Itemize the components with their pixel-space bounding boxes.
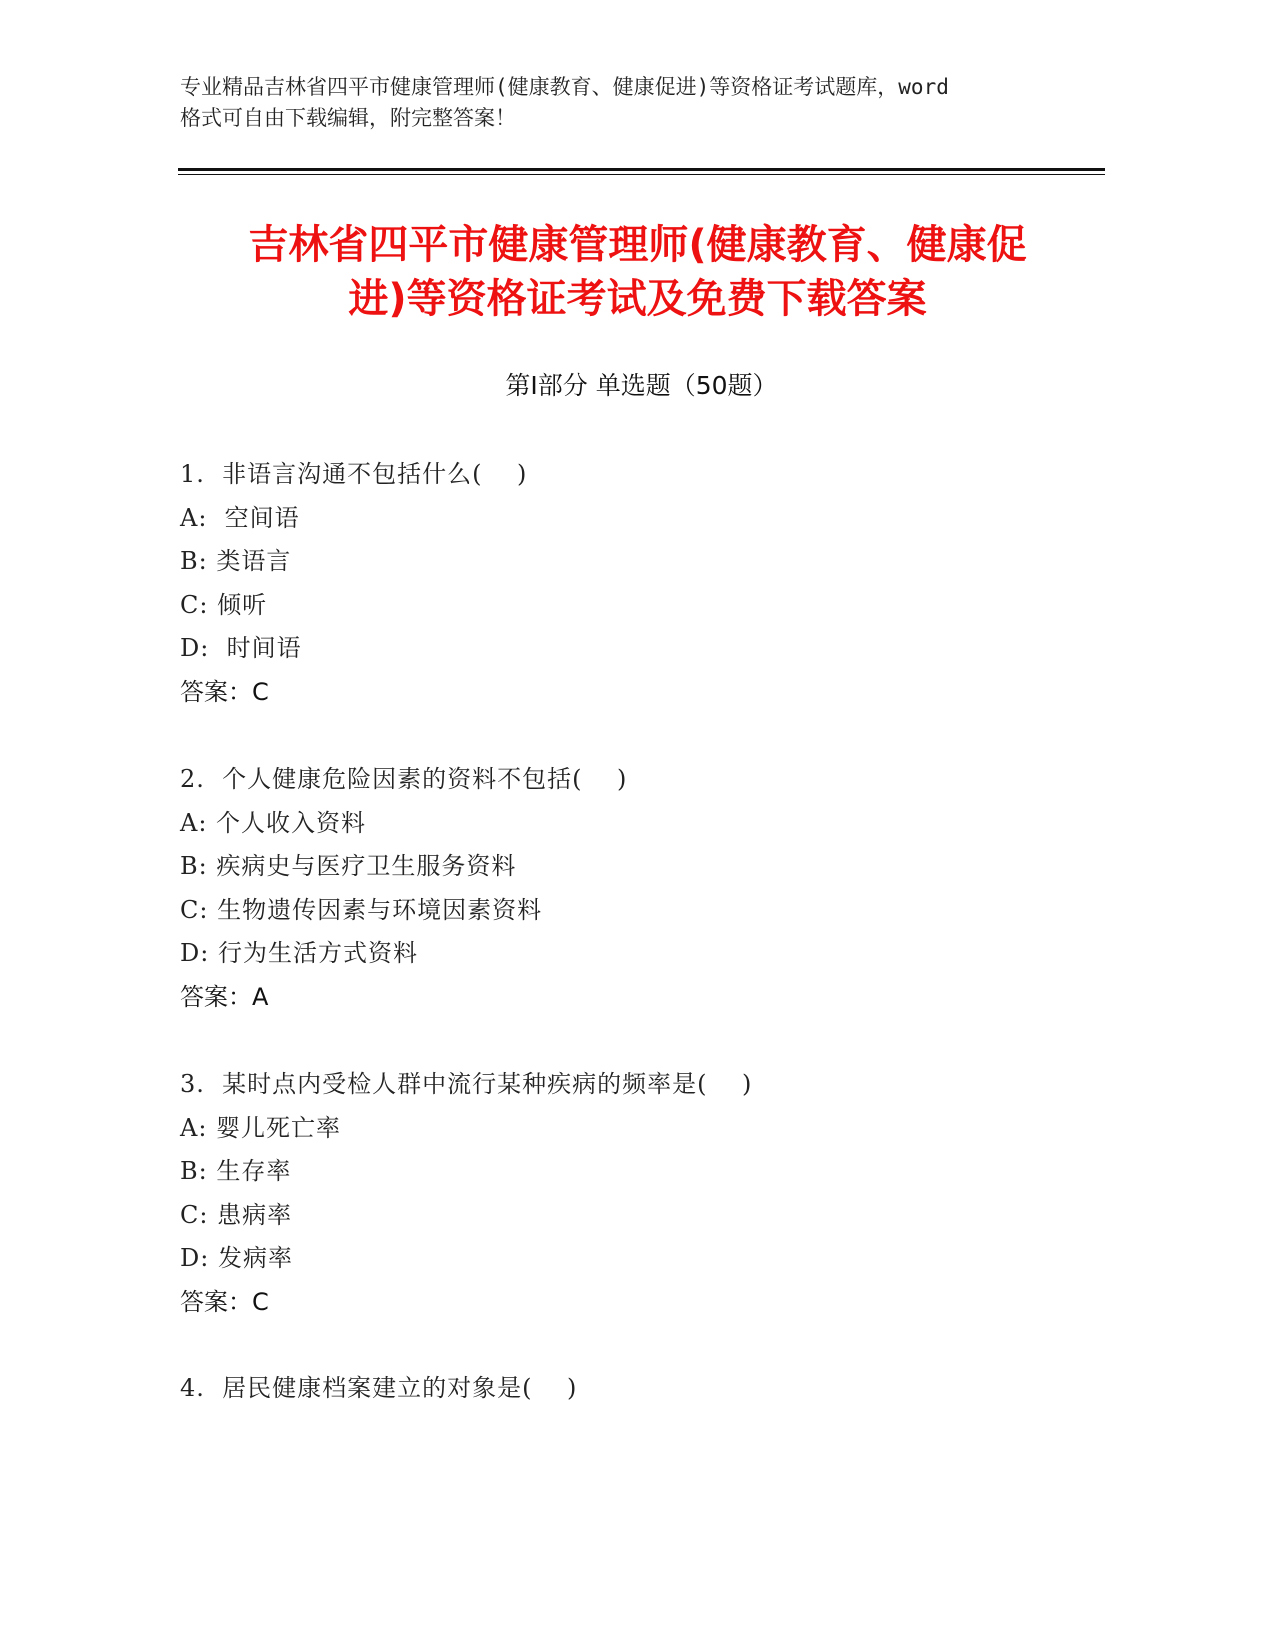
question-stem: 1. 非语言沟通不包括什么( ) xyxy=(180,460,528,488)
option-text: 个人收入资料 xyxy=(207,808,367,837)
option-text: 生存率 xyxy=(207,1157,292,1185)
answer: 答案：A xyxy=(180,982,269,1011)
option-label: C: xyxy=(180,895,209,924)
option-label: D: xyxy=(180,634,210,662)
header-note-line2: 格式可自由下载编辑，附完整答案！ xyxy=(180,106,516,130)
option-a xyxy=(180,497,1080,541)
option-label: A: xyxy=(180,503,208,532)
answer: 答案：C xyxy=(180,1287,269,1316)
option-c xyxy=(180,889,1080,933)
question-stem: 3. 某时点内受检人群中流行某种疾病的频率是( ) xyxy=(180,1070,753,1098)
header-rule-thin xyxy=(178,174,1105,175)
question-1 xyxy=(180,453,1080,714)
option-text: 空间语 xyxy=(207,503,300,532)
option-text: 时间语 xyxy=(209,634,302,662)
question-3 xyxy=(180,1063,1080,1324)
document-title-line1: 吉林省四平市健康管理师(健康教育、健康促 xyxy=(248,222,1027,268)
question-stem: 2. 个人健康危险因素的资料不包括( ) xyxy=(180,765,628,793)
option-label: C: xyxy=(180,590,209,619)
document-title xyxy=(170,218,1105,326)
question-stem: 4. 居民健康档案建立的对象是( ) xyxy=(180,1374,578,1402)
option-b xyxy=(180,540,1080,584)
option-label: A: xyxy=(180,1113,208,1142)
option-text: 类语言 xyxy=(207,547,292,575)
option-c xyxy=(180,1194,1080,1238)
option-label: D: xyxy=(180,939,210,967)
option-label: B: xyxy=(180,547,208,575)
question-2 xyxy=(180,758,1080,1019)
option-text: 疾病史与医疗卫生服务资料 xyxy=(207,852,517,880)
option-text: 发病率 xyxy=(209,1244,293,1272)
section-title: 第Ⅰ部分 单选题（50题） xyxy=(505,371,778,400)
option-text: 患病率 xyxy=(208,1200,293,1229)
option-c xyxy=(180,584,1080,628)
option-label: C: xyxy=(180,1200,209,1229)
option-b xyxy=(180,845,1080,889)
header-rule-thick xyxy=(178,168,1105,171)
option-label: D: xyxy=(180,1244,210,1272)
option-text: 行为生活方式资料 xyxy=(209,939,418,967)
header-note-line1: 专业精品吉林省四平市健康管理师(健康教育、健康促进)等资格证考试题库，word xyxy=(180,75,949,99)
option-b xyxy=(180,1150,1080,1194)
option-text: 婴儿死亡率 xyxy=(207,1113,342,1142)
option-label: B: xyxy=(180,852,208,880)
option-d xyxy=(180,627,1080,671)
header-note xyxy=(180,72,1060,134)
option-text: 倾听 xyxy=(208,590,268,619)
document-title-line2: 进)等资格证考试及免费下载答案 xyxy=(348,276,927,322)
option-a xyxy=(180,1107,1080,1151)
option-label: A: xyxy=(180,808,208,837)
answer: 答案：C xyxy=(180,677,269,706)
question-4 xyxy=(180,1367,1080,1411)
option-label: B: xyxy=(180,1157,208,1185)
option-d xyxy=(180,932,1080,976)
option-d xyxy=(180,1237,1080,1281)
option-text: 生物遗传因素与环境因素资料 xyxy=(208,895,543,924)
option-a xyxy=(180,802,1080,846)
